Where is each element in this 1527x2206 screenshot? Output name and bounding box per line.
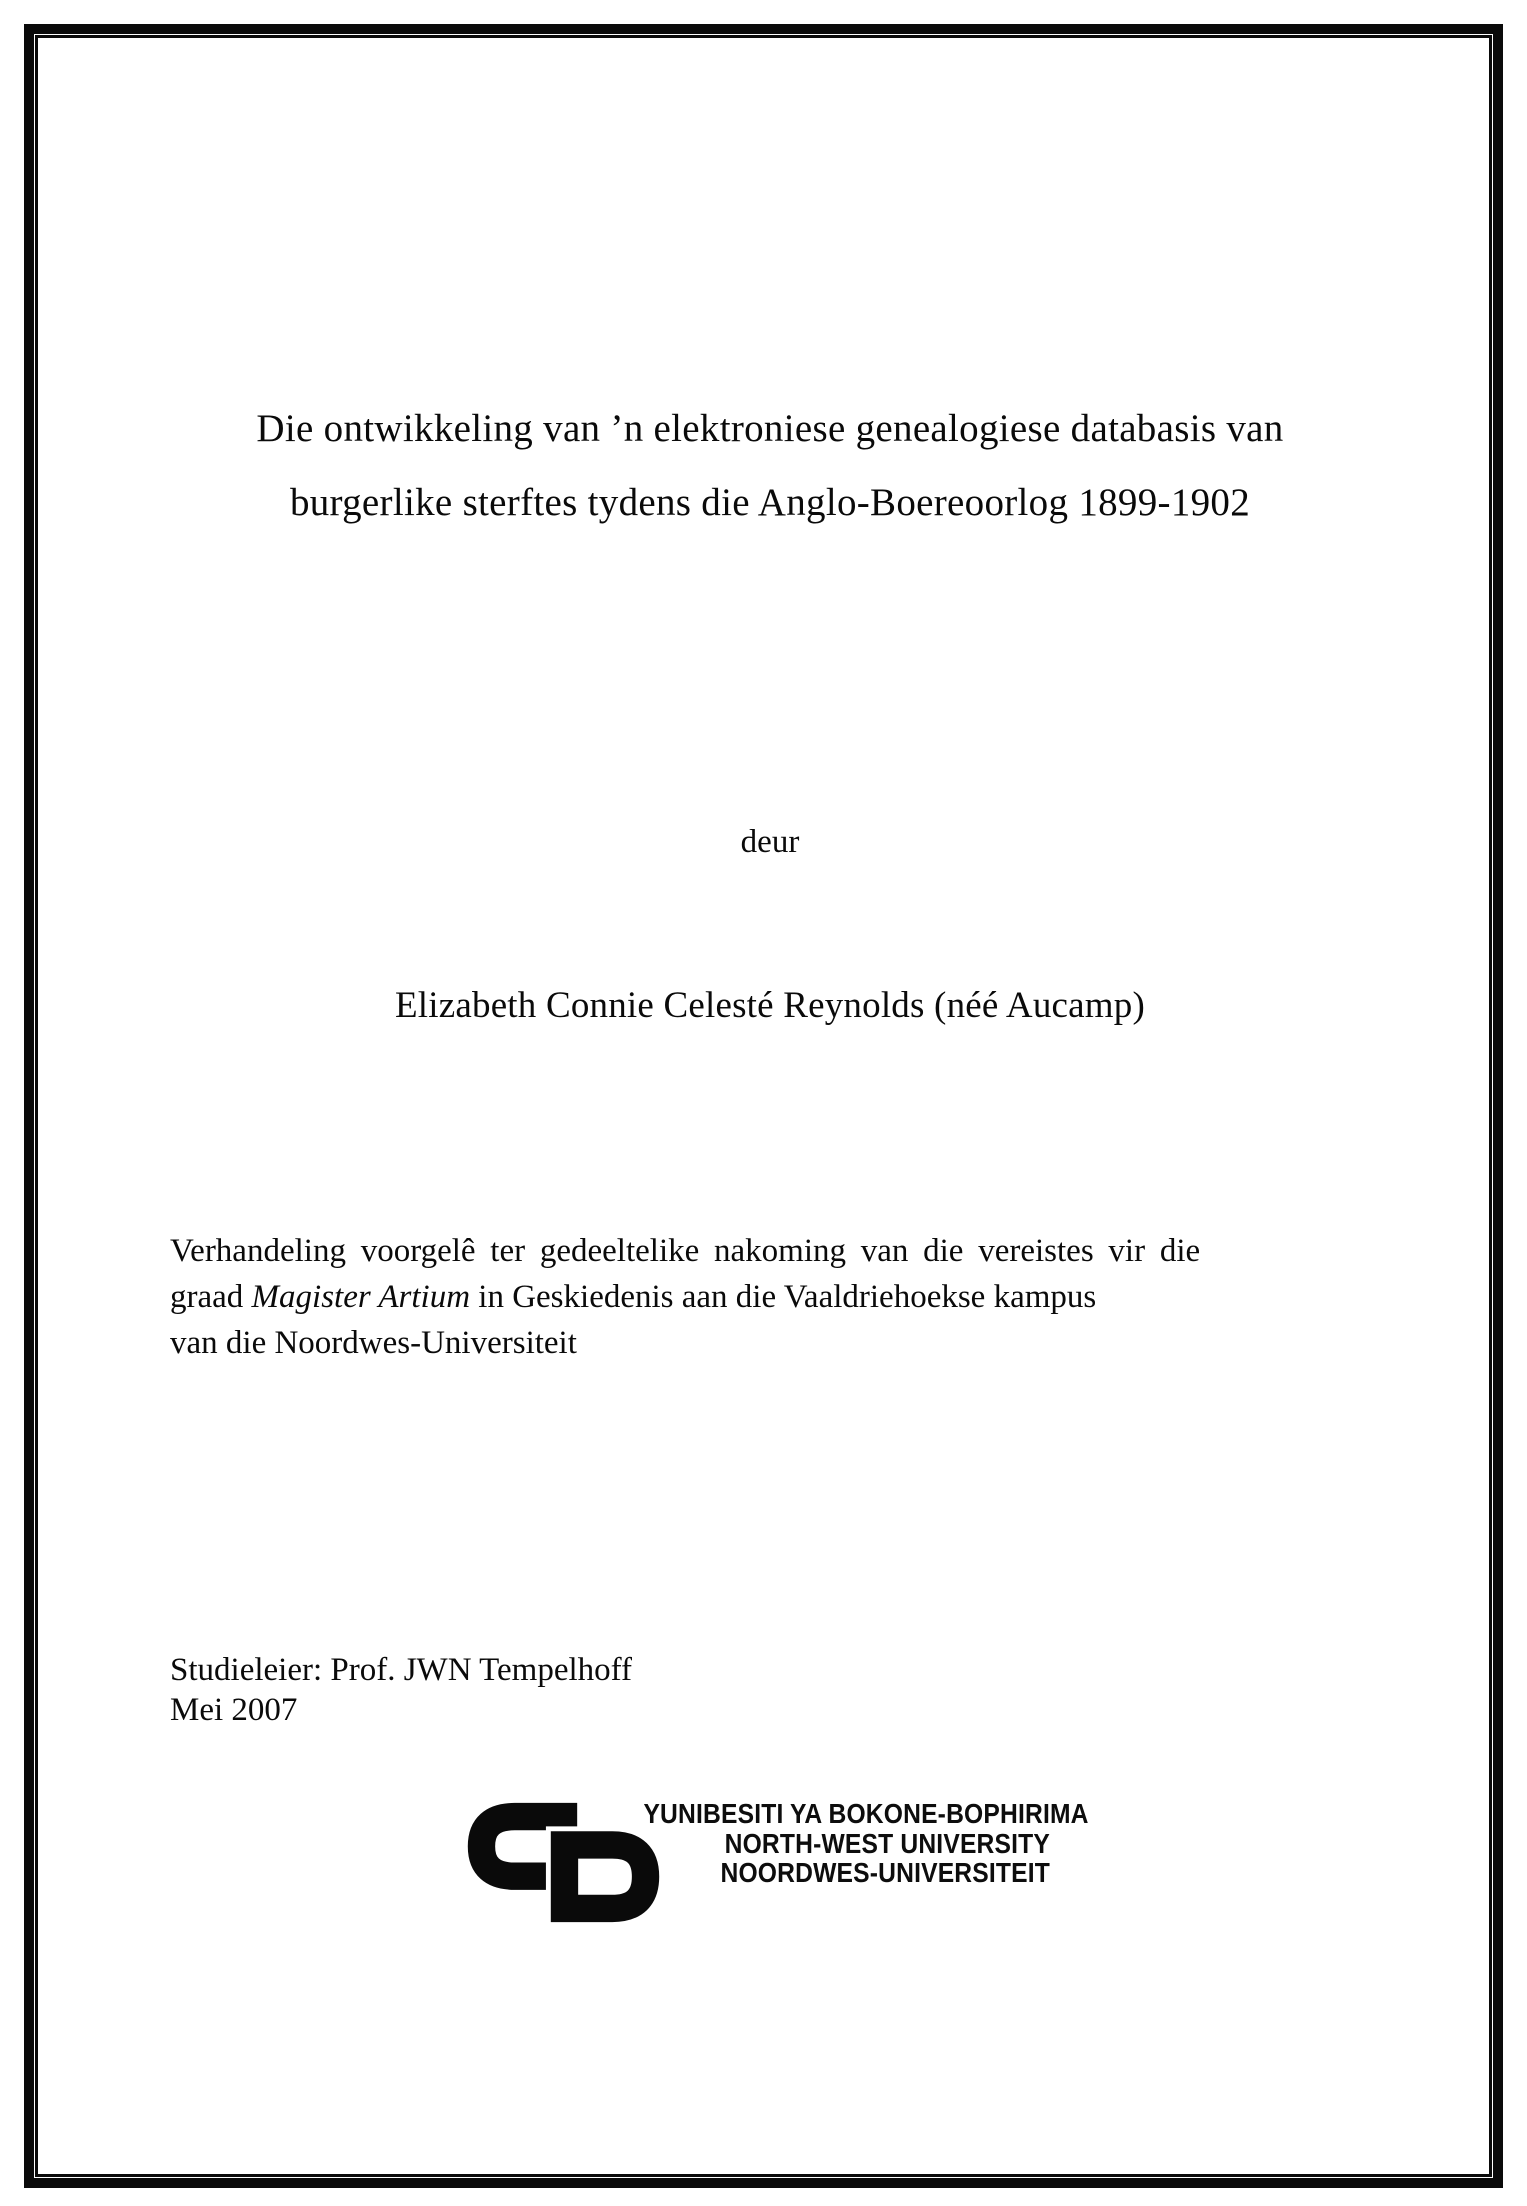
degree-statement	[170, 1228, 1350, 1366]
university-logo-text	[643, 1798, 1089, 1888]
degree-name-italic: Magister Artium	[251, 1279, 471, 1315]
degree-statement-line2-post: in Geskiedenis aan die Vaaldriehoekse kampus	[470, 1279, 1097, 1315]
date-line: Mei 2007	[170, 1692, 298, 1728]
logo-text-line2: NORTH-WEST UNIVERSITY	[724, 1827, 1050, 1859]
degree-statement-line3: van die Noordwes-Universiteit	[170, 1325, 577, 1361]
logo-text-line1: YUNIBESITI YA BOKONE-BOPHIRIMA	[643, 1798, 1089, 1829]
nwu-chain-logo-icon	[465, 1800, 662, 1925]
supervisor-block	[170, 1650, 1070, 1730]
author-name: Elizabeth Connie Celesté Reynolds (néé Aucamp)	[394, 985, 1145, 1026]
thesis-title-line2: burgerlike sterftes tydens die Anglo-Boereoorlog 1899-1902	[289, 481, 1251, 524]
degree-statement-line2	[170, 1274, 1350, 1320]
degree-statement-line1: Verhandeling voorgelê ter gedeeltelike nakoming van die vereistes vir die	[170, 1233, 1201, 1269]
supervisor-line: Studieleier: Prof. JWN Tempelhoff	[170, 1652, 633, 1688]
byline-deur: deur	[740, 824, 800, 860]
degree-statement-line2-pre: graad	[170, 1279, 252, 1315]
thesis-title	[170, 392, 1370, 540]
thesis-title-line1: Die ontwikkeling van ’n elektroniese genealogiese databasis van	[256, 407, 1284, 450]
logo-text-line3: NOORDWES-UNIVERSITEIT	[720, 1857, 1050, 1888]
